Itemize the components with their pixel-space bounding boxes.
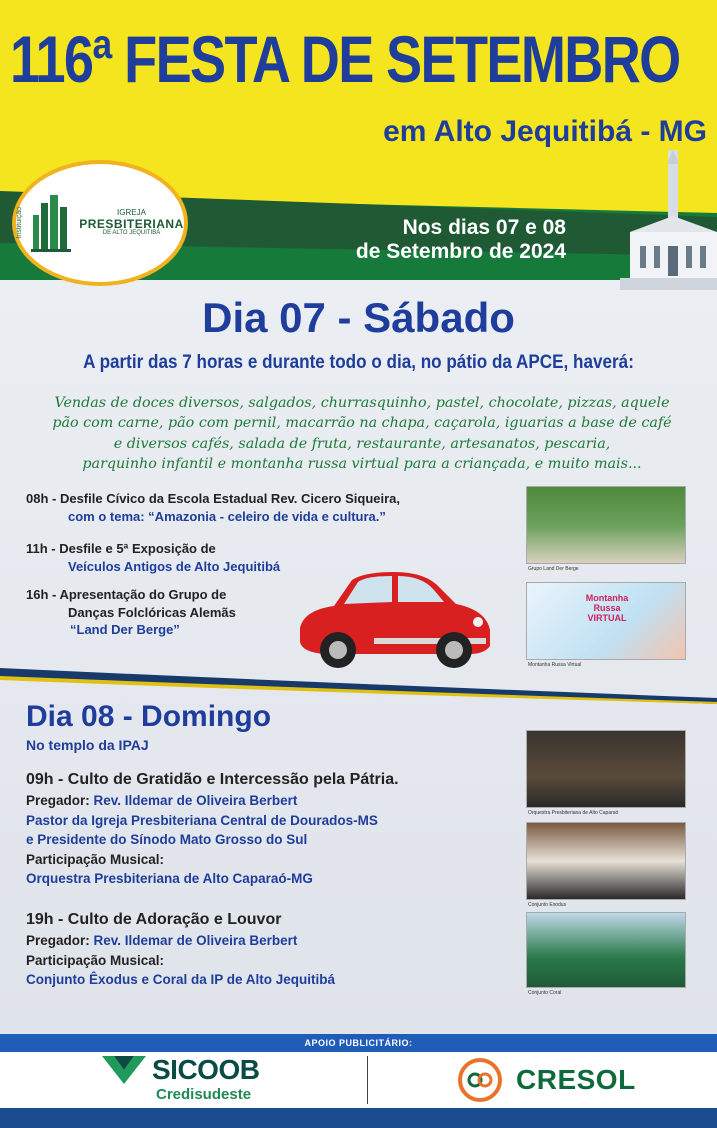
preacher-label: Pregador: bbox=[26, 793, 90, 809]
schedule-item-16h bbox=[26, 586, 236, 639]
sicoob-logo bbox=[100, 1054, 259, 1086]
event-dates bbox=[236, 216, 566, 264]
photo-caption: Grupo Land Der Berge bbox=[528, 566, 579, 572]
logo-line2: PRESBITERIANA bbox=[79, 216, 184, 231]
photo-caption: Conjunto Exodus bbox=[528, 902, 567, 908]
schedule-detail: com o tema: “Amazonia - celeiro de vida e cultura.” bbox=[68, 508, 386, 524]
goods-line: Vendas de doces diversos, salgados, churrasquinho, pastel, chocolate, pizzas, aquele bbox=[54, 395, 670, 411]
schedule-item-11h bbox=[26, 540, 280, 575]
divider-wave bbox=[0, 668, 717, 704]
photo-caption: Conjunto Coral bbox=[528, 990, 562, 996]
bottom-stripe bbox=[0, 1108, 717, 1128]
folk-dance-photo bbox=[526, 486, 686, 564]
photo-caption: Orquestra Presbiteriana de Alto Caparaó bbox=[528, 810, 619, 816]
music-label: Participação Musical: bbox=[26, 851, 165, 867]
service-title: 09h - Culto de Gratidão e Intercessão pela Pátria. bbox=[26, 771, 399, 788]
music-group: Conjunto Êxodus e Coral da IP de Alto Jequitibá bbox=[26, 972, 336, 988]
church-image bbox=[620, 150, 717, 290]
goods-list bbox=[22, 393, 702, 474]
logo-side-text: Instituição bbox=[16, 207, 24, 239]
exodus-group-photo bbox=[526, 822, 686, 900]
service-evening bbox=[26, 908, 496, 990]
orchestra-photo bbox=[526, 730, 686, 808]
logo-line3: DE ALTO JEQUITIBÁ bbox=[102, 230, 161, 237]
dates-line2: de Setembro de 2024 bbox=[355, 240, 566, 264]
goods-line: parquinho infantil e montanha russa virtual para a criançada, e muito mais... bbox=[82, 455, 642, 472]
schedule-detail: “Land Der Berge” bbox=[70, 622, 180, 638]
preacher-name: Rev. Ildemar de Oliveira Berbert bbox=[93, 793, 298, 809]
schedule-item-08h bbox=[26, 490, 400, 525]
dates-line1: Nos dias 07 e 08 bbox=[402, 216, 566, 239]
day7-heading: Dia 07 - Sábado bbox=[202, 294, 515, 341]
choir-photo bbox=[526, 912, 686, 988]
preacher-label: Pregador: bbox=[26, 933, 90, 949]
church-logo bbox=[12, 160, 188, 286]
sicoob-name: SICOOB bbox=[152, 1054, 260, 1085]
day7-intro: A partir das 7 horas e durante todo o dia, no pátio da APCE, haverá: bbox=[83, 352, 634, 373]
sponsor-label: APOIO PUBLICITÁRIO: bbox=[0, 1034, 717, 1052]
cresol-icon bbox=[458, 1058, 502, 1102]
building-icon bbox=[29, 193, 73, 253]
vintage-car-image bbox=[294, 566, 494, 678]
service-morning bbox=[26, 768, 496, 889]
sicoob-icon bbox=[100, 1054, 148, 1086]
virtual-coaster-photo bbox=[526, 582, 686, 660]
schedule-detail: Veículos Antigos de Alto Jequitibá bbox=[68, 558, 281, 574]
service-title: 19h - Culto de Adoração e Louvor bbox=[26, 911, 282, 928]
logo-line1: IGREJA bbox=[117, 208, 146, 218]
goods-line: pão com carne, pão com pernil, macarrão na chapa, caçarola, iguarias a base de café bbox=[52, 415, 672, 432]
preacher-role: e Presidente do Sínodo Mato Grosso do Sul bbox=[26, 832, 308, 848]
schedule-line-2: Danças Folclóricas Alemãs bbox=[68, 604, 236, 620]
sponsor-divider bbox=[367, 1056, 368, 1104]
cresol-name: CRESOL bbox=[516, 1064, 636, 1095]
preacher-role: Pastor da Igreja Presbiteriana Central de Dourados-MS bbox=[26, 812, 378, 828]
schedule-line: 16h - Apresentação do Grupo de bbox=[26, 587, 227, 602]
sicoob-subtitle: Credisudeste bbox=[156, 1086, 252, 1103]
event-location: em Alto Jequitibá - MG bbox=[383, 115, 707, 148]
event-title: 116ª FESTA DE SETEMBRO bbox=[10, 22, 680, 96]
music-group: Orquestra Presbiteriana de Alto Caparaó-MG bbox=[26, 871, 313, 887]
schedule-line: 11h - Desfile e 5ª Exposição de bbox=[26, 541, 216, 556]
schedule-line: 08h - Desfile Cívico da Escola Estadual Rev. Cicero Siqueira, bbox=[26, 491, 401, 506]
goods-line: e diversos cafés, salada de fruta, restaurante, artesanatos, pescaria, bbox=[113, 435, 611, 452]
cresol-logo bbox=[458, 1058, 636, 1102]
photo-caption: Montanha Russa Virtual bbox=[528, 662, 582, 668]
day8-heading: Dia 08 - Domingo bbox=[26, 700, 272, 733]
vr-label: Montanha Russa VIRTUAL bbox=[585, 593, 629, 623]
day8-location: No templo da IPAJ bbox=[26, 737, 149, 753]
music-label: Participação Musical: bbox=[26, 952, 165, 968]
preacher-name: Rev. Ildemar de Oliveira Berbert bbox=[93, 933, 298, 949]
